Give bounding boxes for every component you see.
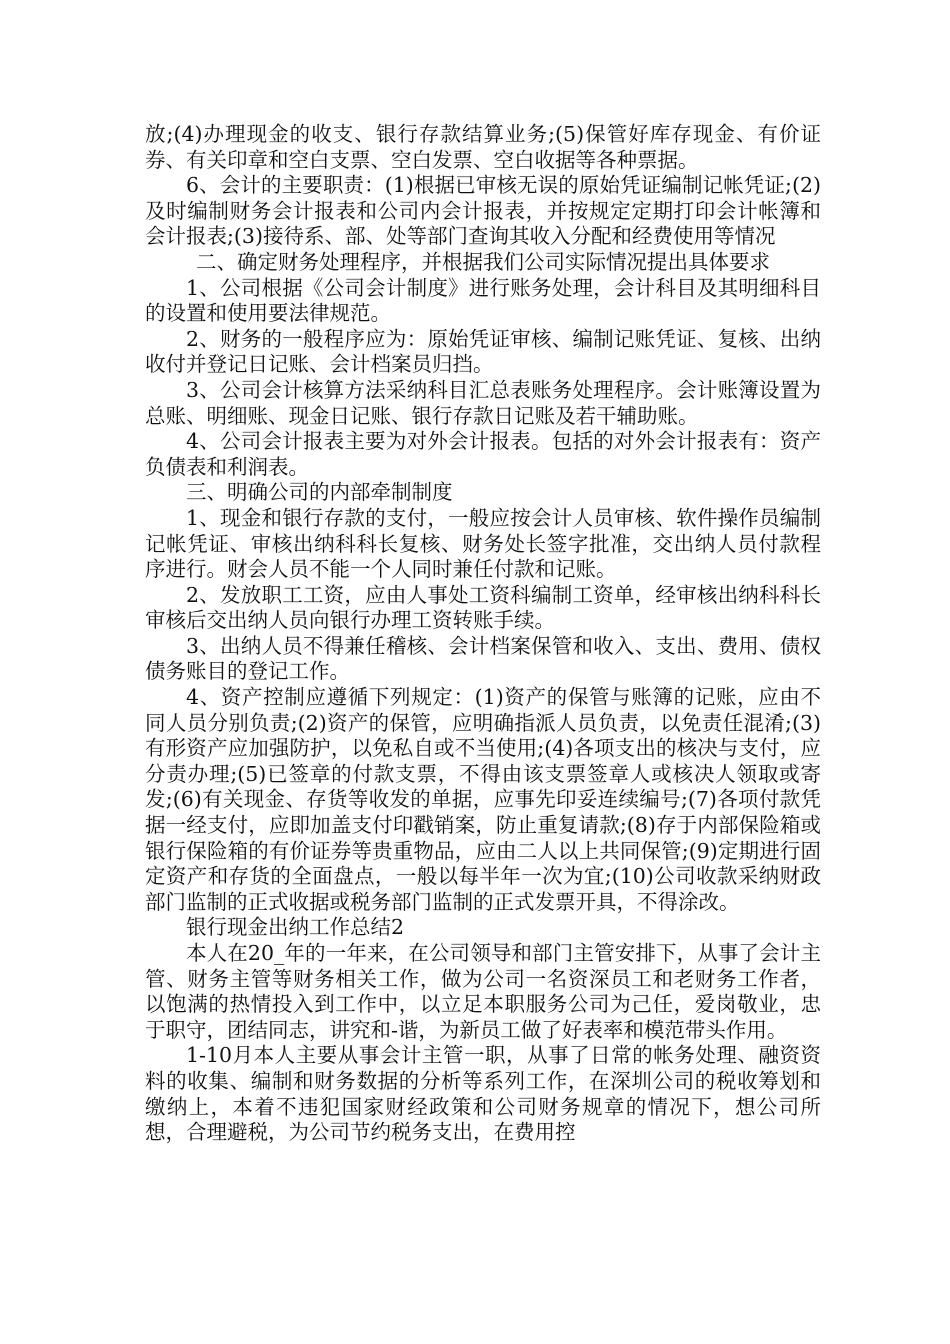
paragraph-summary-work: 1-10月本人主要从事会计主管一职，从事了日常的帐务处理、融资资料的收集、编制和财务数据的分析等系列工作，在深圳公司的税收筹划和缴纳上，本着不违犯国家财经政策和公司财务规章的情况下，想公司所想，合理避税，为公司节约税务支出，在费用控 xyxy=(145,1043,821,1145)
paragraph-control-4: 4、资产控制应遵循下列规定：(1)资产的保管与账簿的记账，应由不同人员分别负责;(2)资产的保管，应明确指派人员负责，以免责任混淆;(3)有形资产应加强防护，以免私自或不当使用;(4)各项支出的核决与支付，应分责办理;(5)已签章的付款支票，不得由该支票签章人或核决人领取或寄发;(6)有关现金、存货等收发的单据，应事先印妥连续编号;(7)各项付款凭据一经支付，应即加盖支付印戳销案，防止重复请款;(8)存于内部保险箱或银行保险箱的有价证券等贵重物品，应由二人以上共同保管;(9)定期进行固定资产和存货的全面盘点，一般以每半年一次为宜;(10)公司收款采纳财政部门监制的正式收据或税务部门监制的正式发票开具，不得涂改。 xyxy=(145,685,821,914)
summary-title-2: 银行现金出纳工作总结2 xyxy=(186,915,405,940)
paragraph-procedure-2: 2、财务的一般程序应为：原始凭证审核、编制记账凭证、复核、出纳收付并登记日记账、会计档案员归挡。 xyxy=(145,326,821,377)
section-heading-procedures: 二、确定财务处理程序，并根据我们公司实际情况提出具体要求 xyxy=(196,249,770,274)
paragraph-control-2: 2、发放职工工资，应由人事处工资科编制工资单，经审核出纳科科长审核后交出纳人员向银行办理工资转账手续。 xyxy=(145,582,821,633)
paragraph-procedure-4: 4、公司会计报表主要为对外会计报表。包括的对外会计报表有：资产负债表和利润表。 xyxy=(145,429,821,479)
section-heading-internal-control: 三、明确公司的内部牵制制度 xyxy=(186,480,453,505)
paragraph-accountant-duties: 6、会计的主要职责：(1)根据已审核无误的原始凭证编制记帐凭证;(2)及时编制财务会计报表和公司内会计报表，并按规定定期打印会计帐簿和会计报表;(3)接待系、部、处等部门查询其收入分配和经费使用等情况 xyxy=(145,173,821,249)
document-page xyxy=(145,122,821,1146)
paragraph-control-3: 3、出纳人员不得兼任稽核、会计档案保管和收入、支出、费用、债权债务账目的登记工作。 xyxy=(145,633,821,684)
paragraph-procedure-1: 1、公司根据《公司会计制度》进行账务处理，会计科目及其明细科目的设置和使用要法律规范。 xyxy=(145,275,821,326)
paragraph-procedure-3: 3、公司会计核算方法采纳科目汇总表账务处理程序。会计账簿设置为总账、明细账、现金日记账、银行存款日记账及若干辅助账。 xyxy=(145,377,821,428)
paragraph-summary-intro: 本人在20_年的一年来，在公司领导和部门主管安排下，从事了会计主管、财务主管等财务相关工作，做为公司一名资深员工和老财务工作者，以饱满的热情投入到工作中，以立足本职服务公司为己任，爱岗敬业，忠于职守，团结同志，讲究和-谐，为新员工做了好表率和模范带头作用。 xyxy=(145,941,821,1042)
paragraph-control-1: 1、现金和银行存款的支付，一般应按会计人员审核、软件操作员编制记帐凭证、审核出纳科科长复核、财务处长签字批准，交出纳人员付款程序进行。财会人员不能一个人同时兼任付款和记账。 xyxy=(145,505,821,582)
paragraph-cashier-duties-continued: 放;(4)办理现金的收支、银行存款结算业务;(5)保管好库存现金、有价证券、有关印章和空白支票、空白发票、空白收据等各种票据。 xyxy=(145,122,821,172)
